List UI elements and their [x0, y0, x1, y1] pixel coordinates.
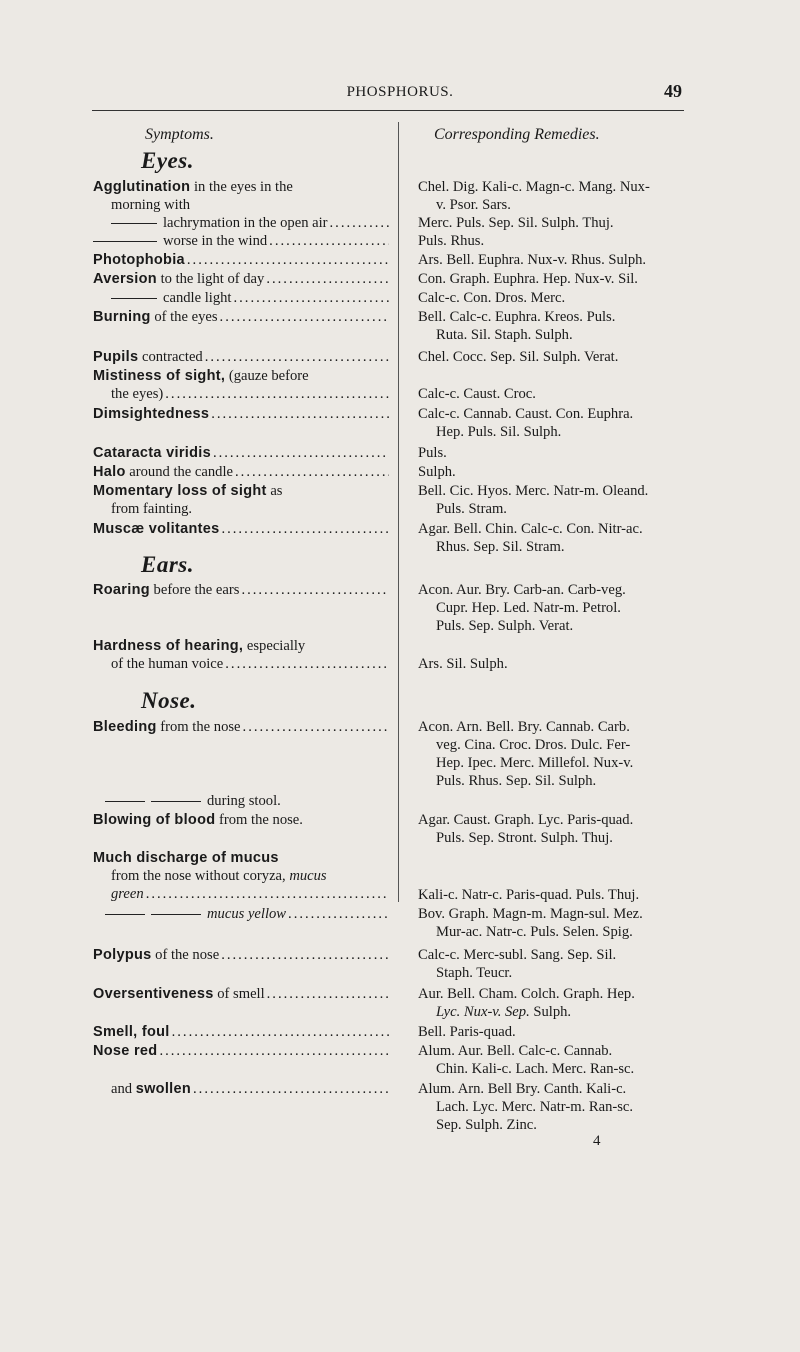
remedy-e19: Agar. Caust. Graph. Lyc. Paris-quad. Puls. Sep. Stront. Sulph. Thuj.: [418, 812, 634, 846]
remedy-e14: Agar. Bell. Chin. Calc-c. Con. Nitr-ac. Rhus. Sep. Sil. Stram.: [418, 521, 643, 555]
remedy-e12: Sulph.: [418, 464, 456, 480]
remedy-e1: Chel. Dig. Kali-c. Magn-c. Mang. Nux- v. Psor. Sars.: [418, 179, 650, 213]
symptom-keyword: Agglutination: [93, 179, 191, 195]
remedy-e16: Ars. Sil. Sulph.: [418, 656, 508, 672]
symptom-lachrymation: lachrymation in the open air .....: [93, 214, 389, 232]
symptom-pupils: Pupils contracted .....: [93, 348, 389, 366]
page-number: 49: [664, 81, 682, 101]
remedy-e15: Acon. Aur. Bry. Carb-an. Carb-veg. Cupr. Hep. Led. Natr-m. Petrol. Puls. Sep. Sulph. Verat.: [418, 582, 626, 634]
remedy-e13: Bell. Cic. Hyos. Merc. Natr-m. Oleand. Puls. Stram.: [418, 483, 649, 517]
symptom-candle-light: candle light .....: [93, 289, 389, 307]
symptom-nose-red: Nose red .....: [93, 1042, 389, 1060]
page-header: [0, 81, 800, 108]
remedy-e26: Alum. Arn. Bell Bry. Canth. Kali-c. Lach. Lyc. Merc. Natr-m. Ran-sc. Sep. Sulph. Zinc.: [418, 1081, 634, 1133]
symptom-cataracta: Cataracta viridis .....: [93, 444, 389, 462]
remedy-e24: Bell. Paris-quad.: [418, 1024, 516, 1040]
symptom-polypus: Polypus of the nose .....: [93, 946, 389, 964]
remedy-e21: Bov. Graph. Magn-m. Magn-sul. Mez. Mur-ac. Natr-c. Puls. Selen. Spig.: [418, 906, 643, 940]
symptom-aversion: Aversion to the light of day .....: [93, 270, 389, 288]
remedy-e17: Acon. Arn. Bell. Bry. Cannab. Carb. veg. Cina. Croc. Dros. Dulc. Fer- Hep. Ipec. Merc. Millefol. Nux-v. Puls. Rhus. Sep. Sil. Sulph.: [418, 719, 634, 789]
symptom-hardness-hearing: Hardness of hearing, especially of the human voice .....: [93, 637, 389, 673]
section-ears: Ears.: [141, 552, 194, 577]
remedy-e22: Calc-c. Merc-subl. Sang. Sep. Sil. Staph. Teucr.: [418, 947, 617, 981]
symptom-blowing-blood: Blowing of blood from the nose.: [93, 812, 303, 828]
symptom-smell-foul: Smell, foul .....: [93, 1023, 389, 1041]
symptom-mucus-yellow: mucus yellow .....: [93, 905, 389, 923]
symptom-mistiness: Mistiness of sight, (gauze before the eyes) .....: [93, 367, 389, 403]
symptom-during-stool: during stool.: [93, 792, 401, 810]
remedy-e5: Con. Graph. Euphra. Hep. Nux-v. Sil.: [418, 271, 638, 287]
running-title: PHOSPHORUS.: [346, 84, 454, 100]
symptom-much-discharge: Much discharge of mucus from the nose without coryza, mucus green .....: [93, 849, 389, 903]
symptom-swollen: and swollen .....: [93, 1080, 389, 1098]
remedy-e4: Ars. Bell. Euphra. Nux-v. Rhus. Sulph.: [418, 252, 647, 268]
remedy-e6: Calc-c. Con. Dros. Merc.: [418, 290, 566, 306]
symptoms-heading: Symptoms.: [145, 126, 214, 143]
symptom-dimsightedness: Dimsightedness .....: [93, 405, 389, 423]
remedy-e20: Kali-c. Natr-c. Paris-quad. Puls. Thuj.: [418, 887, 640, 903]
symptom-halo: Halo around the candle .....: [93, 463, 389, 481]
remedy-e8: Chel. Cocc. Sep. Sil. Sulph. Verat.: [418, 349, 619, 365]
signature-mark: 4: [593, 1133, 601, 1149]
symptom-roaring: Roaring before the ears .....: [93, 581, 389, 599]
remedies-heading: Corresponding Remedies.: [434, 126, 600, 143]
symptom-oversentiveness: Oversentiveness of smell .....: [93, 985, 389, 1003]
section-eyes: Eyes.: [141, 148, 194, 173]
header-rule: [92, 110, 684, 111]
remedy-e23: Aur. Bell. Cham. Colch. Graph. Hep. Lyc. Nux-v. Sep. Sulph.: [418, 986, 635, 1020]
remedy-e11: Puls.: [418, 445, 447, 461]
remedy-e10: Calc-c. Cannab. Caust. Con. Euphra. Hep. Puls. Sil. Sulph.: [418, 406, 634, 440]
symptom-agglutination: Agglutination in the eyes in the morning with: [93, 179, 293, 213]
symptom-muscae: Muscæ volitantes .....: [93, 520, 389, 538]
column-divider: [398, 122, 399, 902]
symptom-worse-wind: worse in the wind .....: [93, 232, 389, 250]
remedy-e9: Calc-c. Caust. Croc.: [418, 386, 536, 402]
remedy-e7: Bell. Calc-c. Euphra. Kreos. Puls. Ruta. Sil. Staph. Sulph.: [418, 309, 616, 343]
remedy-e3: Puls. Rhus.: [418, 233, 485, 249]
remedy-e2: Merc. Puls. Sep. Sil. Sulph. Thuj.: [418, 215, 614, 231]
remedy-e25: Alum. Aur. Bell. Calc-c. Cannab. Chin. Kali-c. Lach. Merc. Ran-sc.: [418, 1043, 635, 1077]
symptom-bleeding: Bleeding from the nose .....: [93, 718, 389, 736]
symptom-burning: Burning of the eyes .....: [93, 308, 389, 326]
symptom-momentary-loss: Momentary loss of sight as from fainting.: [93, 483, 283, 517]
section-nose: Nose.: [141, 688, 197, 713]
symptom-photophobia: Photophobia .....: [93, 251, 389, 269]
